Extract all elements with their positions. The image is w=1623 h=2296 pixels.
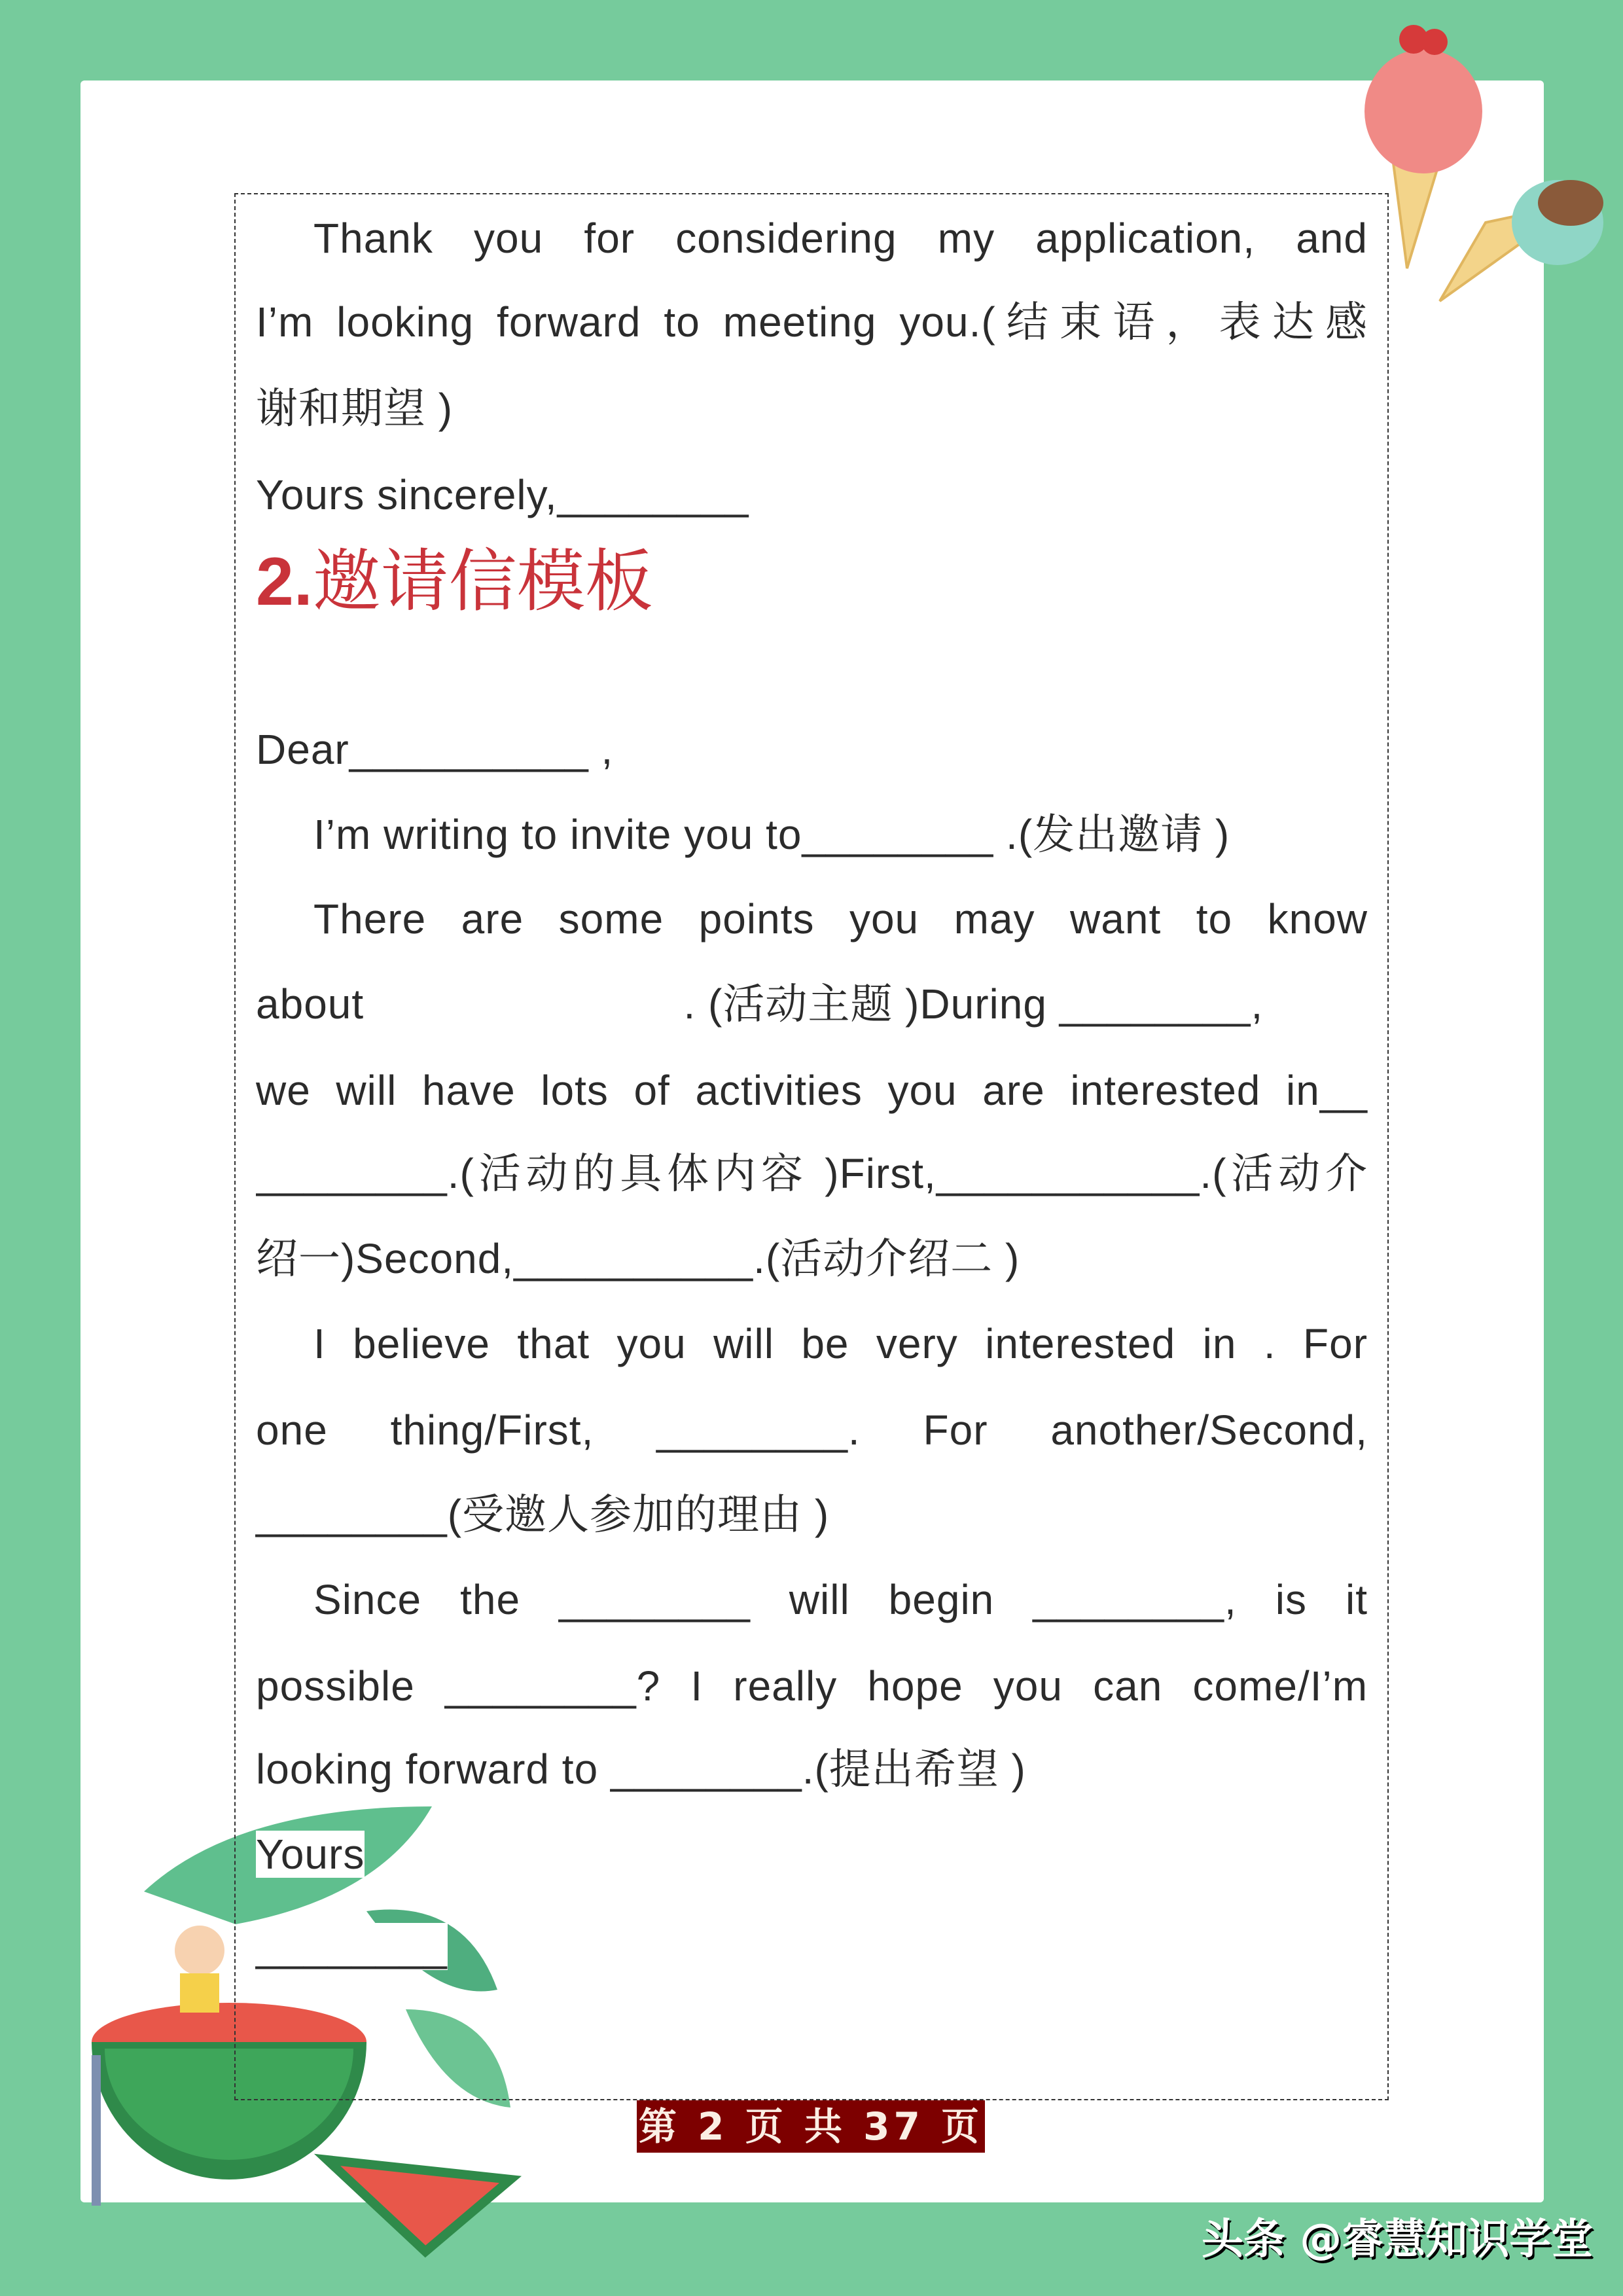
heading-text: 邀请信模板 (312, 541, 653, 621)
text-line: Since the ________ will begin ________, is it (313, 1576, 1368, 1623)
closing-yours: Yours (256, 1831, 365, 1878)
text-line: Thank you for considering my application, and (313, 215, 1368, 262)
text-line: looking forward to ________.(提出希望 ) (256, 1746, 1026, 1793)
page-indicator: 第 2 页 共 37 页 (637, 2100, 985, 2153)
heading-number: 2. (256, 544, 313, 620)
section-heading (256, 542, 653, 620)
text-line: 谢和期望 ) (256, 385, 454, 432)
text-line: we will have lots of activities you are interested in__ (256, 1067, 1368, 1114)
closing-signature: Yours sincerely,________ (256, 471, 749, 518)
ice-cream-illustration (1361, 7, 1623, 308)
text-line: ________.(活动的具体内容 )First,___________.(活动介 (256, 1150, 1368, 1197)
signature-blank: ________ (256, 1923, 448, 1970)
text-line: I believe that you will be very interested in . For (313, 1320, 1368, 1367)
text-line: There are some points you may want to know (313, 895, 1368, 942)
text-line: one thing/First, ________. For another/Second, (256, 1407, 1368, 1454)
text-line: possible ________? I really hope you can come/I’m (256, 1662, 1368, 1710)
text-line: 绍一)Second,__________.(活动介绍二 ) (256, 1235, 1020, 1282)
text-line: about . (活动主题 )During ________, (256, 980, 1264, 1028)
text-line: I’m writing to invite you to________ .(发出邀请 ) (313, 811, 1230, 858)
text-line: ________(受邀人参加的理由 ) (256, 1491, 830, 1538)
salutation: Dear__________ , (256, 726, 614, 773)
text-line: I’m looking forward to meeting you.(结束语，表达感 (256, 298, 1368, 346)
watermark: 头条 @睿慧知识学堂 (1202, 2215, 1594, 2264)
